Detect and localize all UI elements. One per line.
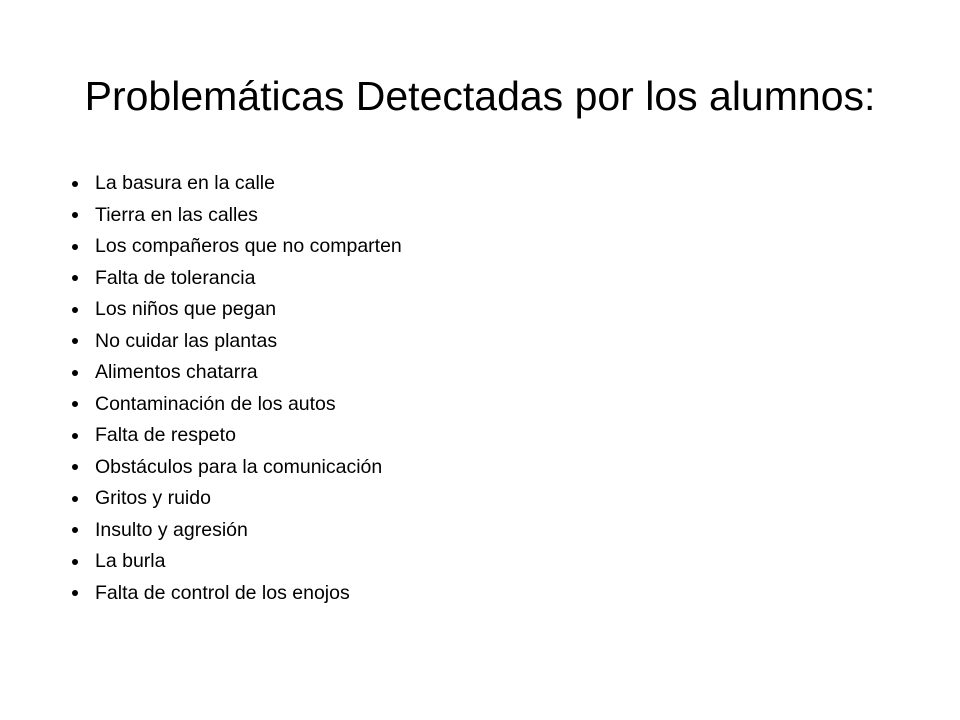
bullet-icon [72,527,78,533]
slide-title: Problemáticas Detectadas por los alumnos: [84,73,876,119]
list-item [70,294,402,326]
list-item [70,515,402,547]
list-item [70,578,402,610]
bullet-icon [72,590,78,596]
list-item [70,420,402,452]
list-item-text: Contaminación de los autos [95,392,336,415]
list-item [70,200,402,232]
bullet-icon [72,212,78,218]
list-item [70,452,402,484]
bullet-icon [72,464,78,470]
list-item-text: Gritos y ruido [95,487,211,509]
bullet-list [70,168,402,609]
bullet-icon [72,496,78,502]
list-item [70,231,402,263]
bullet-icon [72,370,78,376]
list-item [70,263,402,295]
list-item [70,546,402,578]
bullet-icon [72,181,78,187]
bullet-icon [72,401,78,407]
list-item-text: Obstáculos para la comunicación [95,455,383,478]
bullet-icon [72,275,78,281]
list-item [70,483,402,515]
list-item-text: No cuidar las plantas [95,329,278,352]
list-item-text: Los compañeros que no comparten [95,235,402,257]
list-item [70,168,402,200]
list-item-text: Los niños que pegan [95,298,277,320]
list-item-text: Alimentos chatarra [95,361,258,383]
list-item [70,357,402,389]
list-item [70,326,402,358]
bullet-icon [72,338,78,344]
list-item [70,389,402,421]
list-item-text: La basura en la calle [95,172,275,194]
bullet-icon [72,433,78,439]
bullet-icon [72,244,78,250]
list-item-text: Falta de respeto [95,424,236,446]
bullet-icon [72,559,78,565]
list-item-text: Insulto y agresión [95,518,248,541]
list-item-text: Tierra en las calles [95,203,258,226]
list-item-text: La burla [95,550,166,572]
list-item-text: Falta de tolerancia [95,266,256,289]
bullet-icon [72,307,78,313]
list-item-text: Falta de control de los enojos [95,581,350,604]
